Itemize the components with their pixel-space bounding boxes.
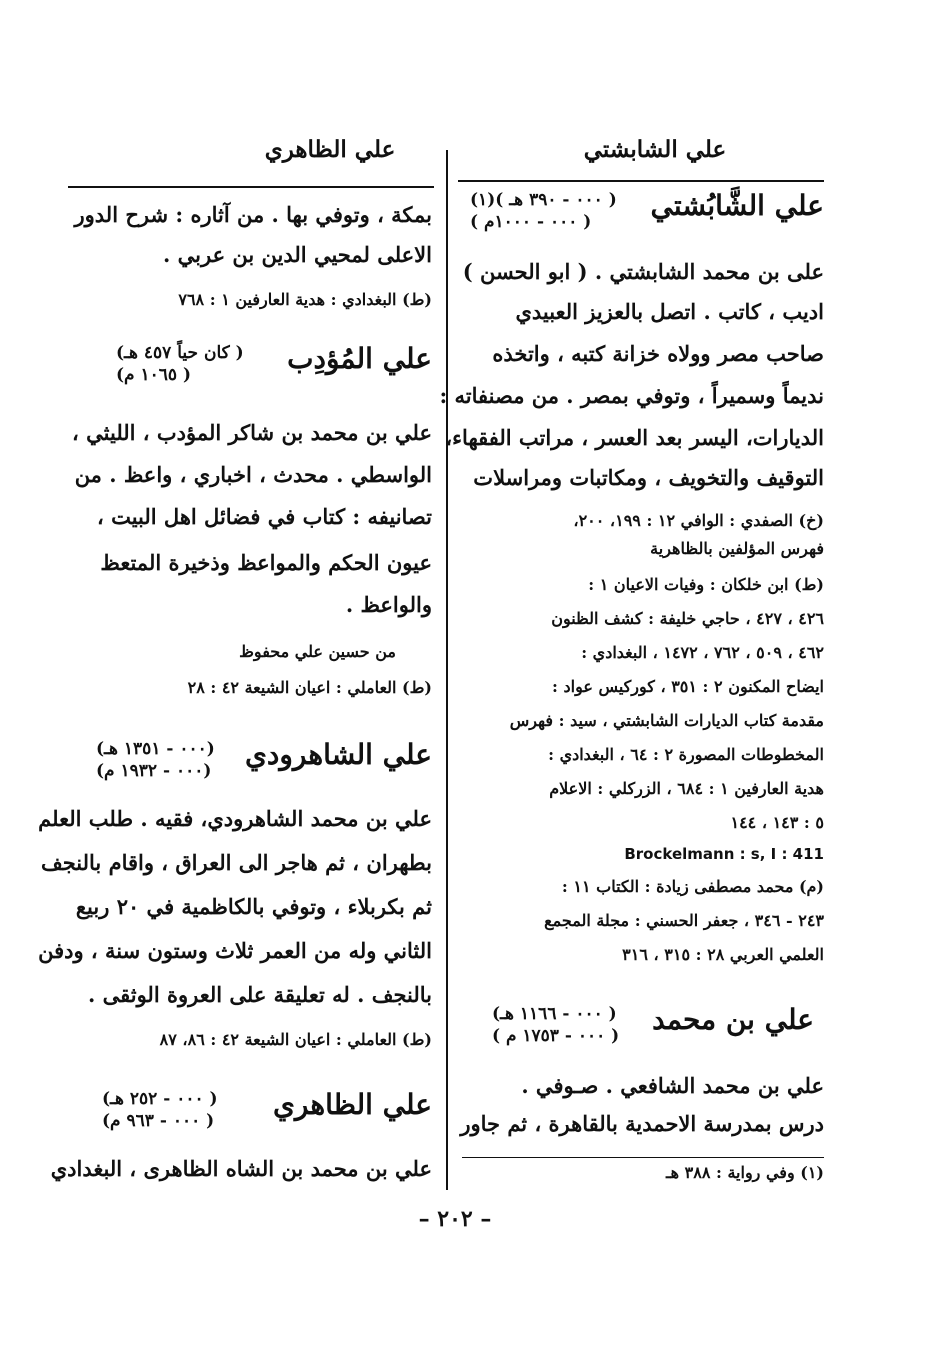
entry-name: علي الشاهرودي	[244, 738, 432, 771]
page-number: – ٢٠٢ –	[418, 1206, 492, 1232]
entry-dates	[96, 738, 215, 782]
body-line: بالنجف . له تعليقة على العروة الوثقى .	[87, 982, 432, 1007]
attribution-line: من حسين علي محفوظ	[239, 642, 396, 661]
body-line: التوقيف والتخويف ، ومكاتبات ومراسلات	[473, 465, 824, 490]
entry-name: علي الظاهري	[272, 1088, 432, 1121]
header-rule-left	[68, 186, 434, 188]
reference-line: فهرس المؤلفين بالظاهرية	[650, 539, 824, 558]
body-line: الاعلى لمحيي الدين بن عربي .	[163, 242, 432, 267]
body-line: اديب ، كاتب . اتصل بالعزيز العبيدي	[515, 299, 824, 324]
reference-line: (ط) العاملي : اعيان الشيعة ٤٢ : ٢٨	[187, 678, 432, 697]
gregorian-date: ( ٠٠٠ - ٩٦٣ م)	[102, 1111, 215, 1131]
body-line: بمكة ، وتوفي بها . من آثاره : شرح الدور	[74, 202, 432, 227]
running-header-left: علي الظاهري	[264, 136, 396, 163]
entry-heading	[72, 1088, 432, 1136]
body-line: على بن محمد الشابشتي . ( ابو الحسن )	[462, 259, 824, 284]
reference-line: (ط) العاملي : اعيان الشيعة ٤٢ : ٨٦، ٨٧	[159, 1030, 432, 1049]
reference-line: العلمي العربي ٢٨ : ٣١٥ ، ٣١٦	[622, 945, 824, 964]
reference-line: هدية العارفين ١ : ٦٨٤ ، الزركلي : الاعلام	[549, 779, 824, 798]
hijri-date: ( ٠٠٠ - ٢٥٢ هـ)	[102, 1089, 218, 1109]
body-line: عيون الحكم والمواعظ وذخيرة المتعظ	[100, 550, 432, 575]
body-line: علي بن محمد بن الشاه الظاهرى ، البغدادي	[50, 1156, 432, 1181]
entry-dates	[102, 1088, 218, 1132]
entry-dates	[492, 1003, 619, 1047]
reference-line: ٤٢٦ ، ٤٢٧ ، حاجي خليفة : كشف الظنون	[551, 609, 824, 628]
body-line: علي بن محمد بن شاكر المؤدب ، الليثي ،	[72, 420, 432, 445]
header-rule-right	[458, 180, 824, 182]
entry-name: علي الشَّابُشتي	[650, 189, 824, 222]
latin-reference: Brockelmann : s, I : 411	[624, 845, 824, 863]
gregorian-date: (٠٠٠ - ١٩٣٢ م)	[96, 761, 212, 781]
running-header-right: علي الشابشتي	[583, 136, 727, 163]
column-divider	[446, 150, 448, 1190]
body-line: تصانيفه : كتاب في فضائل اهل البيت ،	[96, 504, 432, 529]
reference-line: ٤٦٢ ، ٥٠٩ ، ٧٦٢ ، ١٤٧٢ ، البغدادي :	[581, 643, 824, 662]
entry-name: علي بن محمد	[652, 1003, 814, 1036]
reference-line: (م) محمد مصطفى زيادة : الكتاب ١١ :	[561, 877, 824, 896]
hijri-date: ( ٠٠٠ - ٣٩٠ هـ )(١)	[470, 190, 617, 210]
body-line: علي بن محمد الشافعي . صـوفي .	[521, 1073, 824, 1098]
footnote: (١) وفي رواية : ٣٨٨ هـ	[665, 1163, 824, 1182]
reference-line: ٢٤٣ - ٣٤٦ ، جعفر الحسني : مجلة المجمع	[544, 911, 824, 930]
footnote-rule	[462, 1157, 824, 1158]
body-line: صاحب مصر وولاه خزانة كتبه ، واتخذه	[492, 341, 824, 366]
reference-line: مقدمة كتاب الديارات الشابشتي ، سيد : فهرس	[509, 711, 824, 730]
body-line: علي بن محمد الشاهرودي، فقيه . طلب العلم	[38, 806, 432, 831]
hijri-date: (٠٠٠ - ١٣٥١ هـ)	[96, 739, 215, 759]
body-line: بطهران ، ثم هاجر الى العراق ، واقام بالنجف	[40, 850, 432, 875]
entry-heading	[464, 1003, 824, 1051]
gregorian-date: ( ٠٠٠ - ١٧٥٣ م )	[492, 1026, 620, 1046]
body-line: ثم بكربلاء ، وتوفي بالكاظمية في ٢٠ ربيع	[75, 894, 432, 919]
hijri-date: ( كان حياً ٤٥٧ هـ)	[116, 343, 244, 363]
gregorian-date: ( ٠٠٠ - ١٠٠٠م )	[470, 212, 592, 232]
entry-dates	[470, 189, 617, 233]
reference-line: ٥ : ١٤٣ ، ١٤٤	[730, 813, 824, 832]
body-line: درس بمدرسة الاحمدية بالقاهرة ، ثم جاور	[460, 1111, 824, 1136]
gregorian-date: ( ١٠٦٥ م)	[116, 365, 191, 385]
reference-line: (ط) ابن خلكان : وفيات الاعيان ١ :	[588, 575, 824, 594]
reference-line: (خ) الصفدي : الوافي ١٢ : ١٩٩، ٢٠٠،	[573, 511, 824, 530]
body-line: نديماً وسميراً ، وتوفي بمصر . من مصنفاته :	[439, 383, 824, 408]
entry-dates	[116, 342, 244, 386]
body-line: والواعظ .	[345, 592, 432, 617]
reference-line: المخطوطات المصورة ٢ : ٦٤ ، البغدادي :	[548, 745, 824, 764]
hijri-date: ( ٠٠٠ - ١١٦٦ هـ)	[492, 1004, 617, 1024]
entry-heading	[72, 738, 432, 786]
entry-heading	[72, 342, 432, 390]
body-line: الديارات، اليسر بعد العسر ، مراتب الفقهاء،	[445, 425, 824, 450]
entry-heading	[464, 189, 824, 237]
body-line: الثاني وله من العمر ثلاث وستون سنة ، ودفن	[38, 938, 432, 963]
body-line: الواسطي . محدث ، اخباري ، واعظ . من	[74, 462, 432, 487]
entry-name: علي المُؤدِب	[287, 342, 432, 375]
reference-line: (ط) البغدادي : هدية العارفين ١ : ٧٦٨	[178, 290, 432, 309]
reference-line: ايضاح المكنون ٢ : ٣٥١ ، كوركيس عواد :	[552, 677, 824, 696]
